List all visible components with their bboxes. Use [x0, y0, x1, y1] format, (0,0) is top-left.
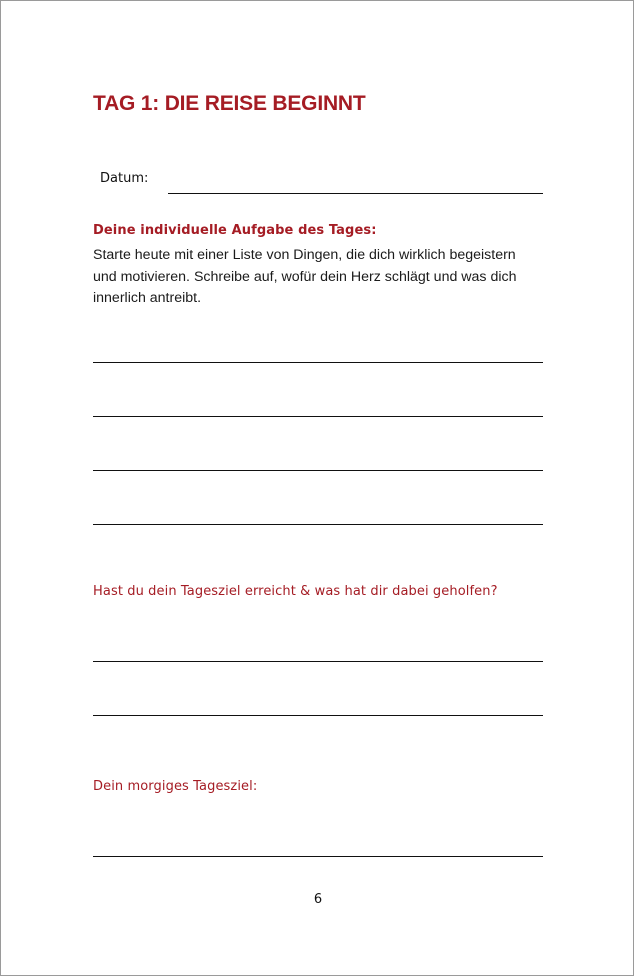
date-label: Datum: — [100, 171, 149, 186]
date-write-line — [168, 193, 543, 194]
task-write-line-1 — [93, 362, 543, 363]
task-description: Starte heute mit einer Liste von Dingen, die dich wirklich begeistern und motivieren. Schreibe auf, wofür dein Herz schlägt und was dich innerlich antreibt. — [93, 247, 517, 306]
task-write-line-4 — [93, 524, 543, 525]
task-write-line-3 — [93, 470, 543, 471]
tomorrow-goal-write-line — [93, 856, 543, 857]
page-title: TAG 1: DIE REISE BEGINNT — [93, 92, 366, 115]
task-write-line-2 — [93, 416, 543, 417]
task-heading: Deine individuelle Aufgabe des Tages: — [93, 223, 377, 238]
goal-check-write-line-1 — [93, 661, 543, 662]
tomorrow-goal-heading: Dein morgiges Tagesziel: — [93, 779, 258, 794]
goal-check-heading: Hast du dein Tagesziel erreicht & was hat dir dabei geholfen? — [93, 584, 498, 599]
page-number: 6 — [313, 892, 323, 907]
goal-check-write-line-2 — [93, 715, 543, 716]
